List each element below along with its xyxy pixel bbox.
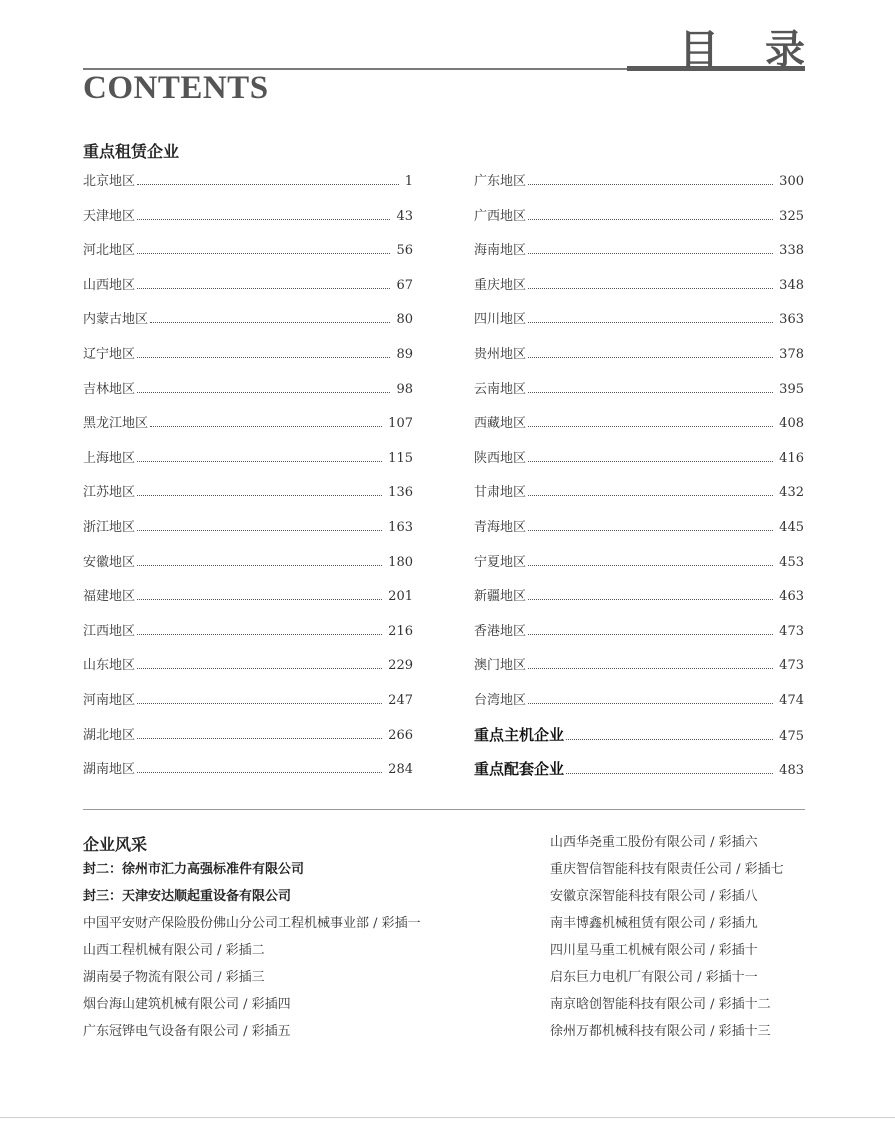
toc-entry[interactable]	[474, 585, 804, 620]
toc-leader-dots	[528, 288, 773, 289]
toc-entry-page: 348	[779, 277, 804, 293]
toc-entry-label: 湖北地区	[83, 727, 136, 743]
toc-leader-dots	[137, 703, 382, 704]
toc-entry[interactable]	[474, 378, 804, 413]
toc-entry[interactable]	[474, 551, 804, 586]
toc-entry-label: 西藏地区	[474, 416, 527, 432]
toc-entry-page: 67	[396, 277, 413, 293]
showcase-entry[interactable]: 重庆智信智能科技有限责任公司 / 彩插七	[550, 862, 784, 877]
showcase-entry[interactable]: 湖南晏子物流有限公司 / 彩插三	[83, 970, 265, 985]
toc-entry-label: 山西地区	[83, 277, 136, 293]
toc-entry-page: 432	[779, 485, 804, 501]
toc-entry[interactable]	[83, 308, 413, 343]
toc-entry[interactable]	[83, 654, 413, 689]
toc-entry-label: 澳门地区	[474, 658, 527, 674]
toc-leader-dots	[528, 668, 773, 669]
toc-entry-page: 266	[388, 727, 413, 743]
toc-entry-label: 青海地区	[474, 519, 527, 535]
toc-entry-page: 216	[388, 623, 413, 639]
toc-entry-page: 325	[779, 208, 804, 224]
toc-leader-dots	[566, 773, 773, 774]
toc-entry-label: 重庆地区	[474, 277, 527, 293]
toc-entry[interactable]	[474, 654, 804, 689]
toc-leader-dots	[528, 461, 773, 462]
toc-leader-dots	[137, 530, 382, 531]
toc-leader-dots	[137, 738, 382, 739]
toc-leader-dots	[150, 426, 382, 427]
toc-leader-dots	[528, 495, 773, 496]
toc-entry-page: 475	[779, 728, 804, 744]
toc-entry-page: 363	[779, 312, 804, 328]
toc-leader-dots	[528, 634, 773, 635]
toc-entry-page: 395	[779, 381, 804, 397]
toc-entry-page: 107	[388, 416, 413, 432]
toc-entry-label: 陕西地区	[474, 450, 527, 466]
toc-leader-dots	[137, 392, 390, 393]
toc-entry-page: 463	[779, 589, 804, 605]
showcase-column-left	[83, 856, 503, 1045]
toc-entry[interactable]	[83, 689, 413, 724]
toc-entry-label: 山东地区	[83, 658, 136, 674]
toc-entry-page: 229	[388, 658, 413, 674]
toc-entry-page: 445	[779, 519, 804, 535]
toc-entry[interactable]	[474, 516, 804, 551]
toc-entry-label: 江苏地区	[83, 485, 136, 501]
toc-leader-dots	[137, 184, 399, 185]
toc-leader-dots	[528, 253, 773, 254]
toc-leader-dots	[137, 634, 382, 635]
toc-entry-page: 453	[779, 554, 804, 570]
toc-leader-dots	[137, 253, 390, 254]
toc-entry-label: 广东地区	[474, 174, 527, 189]
toc-entry[interactable]	[83, 620, 413, 655]
toc-entry-label: 香港地区	[474, 623, 527, 639]
page-title-en: CONTENTS	[83, 70, 269, 106]
section-heading-leasing: 重点租赁企业	[83, 142, 180, 161]
toc-leader-dots	[528, 599, 773, 600]
toc-entry[interactable]	[83, 378, 413, 413]
toc-column-right	[474, 170, 804, 793]
toc-entry[interactable]	[474, 481, 804, 516]
toc-leader-dots	[528, 703, 773, 704]
toc-entry-label: 重点主机企业	[474, 725, 565, 744]
toc-leader-dots	[137, 219, 390, 220]
toc-entry-page: 56	[396, 243, 413, 259]
toc-entry-label: 云南地区	[474, 381, 527, 397]
toc-entry[interactable]	[83, 274, 413, 309]
toc-entry[interactable]	[474, 724, 804, 759]
toc-entry[interactable]	[83, 343, 413, 378]
toc-entry[interactable]	[83, 758, 413, 793]
toc-entry-label: 重点配套企业	[474, 760, 565, 779]
showcase-entry[interactable]: 四川星马重工机械有限公司 / 彩插十	[550, 943, 758, 958]
toc-entry-page: 43	[396, 208, 413, 224]
showcase-entry[interactable]: 烟台海山建筑机械有限公司 / 彩插四	[83, 997, 291, 1012]
toc-entry-label: 贵州地区	[474, 346, 527, 362]
toc-leader-dots	[137, 772, 382, 773]
toc-leader-dots	[137, 495, 382, 496]
toc-entry[interactable]	[83, 481, 413, 516]
toc-entry[interactable]	[83, 551, 413, 586]
toc-leader-dots	[137, 357, 390, 358]
toc-entry[interactable]	[474, 170, 804, 205]
toc-leader-dots	[137, 461, 382, 462]
toc-entry[interactable]	[83, 170, 413, 205]
toc-entry-page: 247	[388, 692, 413, 708]
toc-leader-dots	[528, 565, 773, 566]
toc-entry-label: 内蒙古地区	[83, 312, 149, 328]
toc-entry-label: 江西地区	[83, 623, 136, 639]
toc-entry-label: 安徽地区	[83, 554, 136, 570]
toc-entry[interactable]	[474, 343, 804, 378]
toc-entry-page: 378	[779, 346, 804, 362]
toc-entry-page: 201	[388, 589, 413, 605]
showcase-entry[interactable]: 安徽京深智能科技有限公司 / 彩插八	[550, 889, 758, 904]
toc-leader-dots	[528, 426, 773, 427]
page-title-cn: 目录	[679, 27, 851, 73]
toc-entry-label: 四川地区	[474, 312, 527, 328]
toc-entry[interactable]	[83, 585, 413, 620]
showcase-entry[interactable]: 广东冠铧电气设备有限公司 / 彩插五	[83, 1024, 291, 1039]
toc-entry[interactable]	[474, 689, 804, 724]
toc-entry[interactable]	[83, 724, 413, 759]
toc-entry-page: 473	[779, 658, 804, 674]
section-heading-showcase: 企业风采	[83, 835, 148, 854]
showcase-entry[interactable]: 启东巨力电机厂有限公司 / 彩插十一	[550, 970, 758, 985]
toc-entry-label: 湖南地区	[83, 762, 136, 778]
toc-entry-label: 台湾地区	[474, 692, 527, 708]
toc-entry-label: 天津地区	[83, 208, 136, 224]
toc-entry[interactable]	[474, 620, 804, 655]
toc-entry[interactable]	[83, 516, 413, 551]
toc-entry-label: 海南地区	[474, 243, 527, 259]
toc-entry-page: 408	[779, 416, 804, 432]
toc-leader-dots	[566, 739, 773, 740]
toc-entry[interactable]	[474, 447, 804, 482]
toc-entry[interactable]	[474, 412, 804, 447]
toc-entry-label: 宁夏地区	[474, 554, 527, 570]
toc-leader-dots	[528, 184, 773, 185]
showcase-entry[interactable]: 中国平安财产保险股份佛山分公司工程机械事业部 / 彩插一	[83, 916, 421, 931]
toc-leader-dots	[528, 219, 773, 220]
toc-entry-page: 473	[779, 623, 804, 639]
toc-entry-page: 474	[779, 692, 804, 708]
toc-entry-page: 338	[779, 243, 804, 259]
toc-entry-page: 284	[388, 762, 413, 778]
showcase-entry[interactable]: 封二：徐州市汇力高强标准件有限公司	[83, 862, 305, 877]
toc-entry-label: 福建地区	[83, 589, 136, 605]
toc-leader-dots	[137, 599, 382, 600]
page-bottom-rule	[0, 1117, 895, 1118]
toc-entry-label: 辽宁地区	[83, 346, 136, 362]
toc-leader-dots	[528, 530, 773, 531]
toc-entry-page: 416	[779, 450, 804, 466]
toc-leader-dots	[137, 565, 382, 566]
showcase-entry[interactable]: 山西工程机械有限公司 / 彩插二	[83, 943, 265, 958]
toc-entry[interactable]	[474, 274, 804, 309]
toc-entry-label: 广西地区	[474, 208, 527, 224]
toc-entry-page: 483	[779, 763, 804, 779]
toc-entry-page: 136	[388, 485, 413, 501]
toc-entry-page: 115	[388, 450, 413, 466]
toc-entry-label: 北京地区	[83, 174, 136, 189]
toc-entry-label: 河南地区	[83, 692, 136, 708]
showcase-entry[interactable]: 南京晗创智能科技有限公司 / 彩插十二	[550, 997, 771, 1012]
toc-leader-dots	[137, 668, 382, 669]
toc-entry[interactable]	[83, 239, 413, 274]
toc-leader-dots	[528, 357, 773, 358]
toc-column-left	[83, 170, 413, 793]
showcase-entry[interactable]: 山西华尧重工股份有限公司 / 彩插六	[550, 835, 758, 850]
toc-entry-page: 80	[396, 312, 413, 328]
toc-leader-dots	[150, 322, 390, 323]
toc-entry[interactable]	[474, 239, 804, 274]
toc-entry[interactable]	[474, 758, 804, 793]
toc-entry[interactable]	[474, 308, 804, 343]
toc-entry-label: 河北地区	[83, 243, 136, 259]
toc-entry[interactable]	[83, 205, 413, 240]
toc-entry-label: 新疆地区	[474, 589, 527, 605]
toc-entry-label: 吉林地区	[83, 381, 136, 397]
showcase-column-right	[550, 829, 850, 1045]
toc-entry[interactable]	[83, 447, 413, 482]
toc-leader-dots	[528, 322, 773, 323]
toc-entry-label: 黑龙江地区	[83, 416, 149, 432]
toc-entry-page: 89	[396, 346, 413, 362]
showcase-entry[interactable]: 徐州万都机械科技有限公司 / 彩插十三	[550, 1024, 771, 1039]
toc-entry-page: 300	[779, 174, 804, 189]
toc-entry-page: 180	[388, 554, 413, 570]
toc-leader-dots	[528, 392, 773, 393]
toc-entry-page: 98	[396, 381, 413, 397]
toc-entry-page: 1	[404, 174, 413, 189]
toc-entry[interactable]	[474, 205, 804, 240]
toc-entry-page: 163	[388, 519, 413, 535]
section-divider	[83, 809, 805, 810]
toc-entry-label: 浙江地区	[83, 519, 136, 535]
toc-leader-dots	[137, 288, 390, 289]
showcase-entry[interactable]: 封三：天津安达顺起重设备有限公司	[83, 889, 292, 904]
toc-entry-label: 甘肃地区	[474, 485, 527, 501]
toc-entry-label: 上海地区	[83, 450, 136, 466]
toc-entry[interactable]	[83, 412, 413, 447]
showcase-entry[interactable]: 南丰博鑫机械租赁有限公司 / 彩插九	[550, 916, 758, 931]
